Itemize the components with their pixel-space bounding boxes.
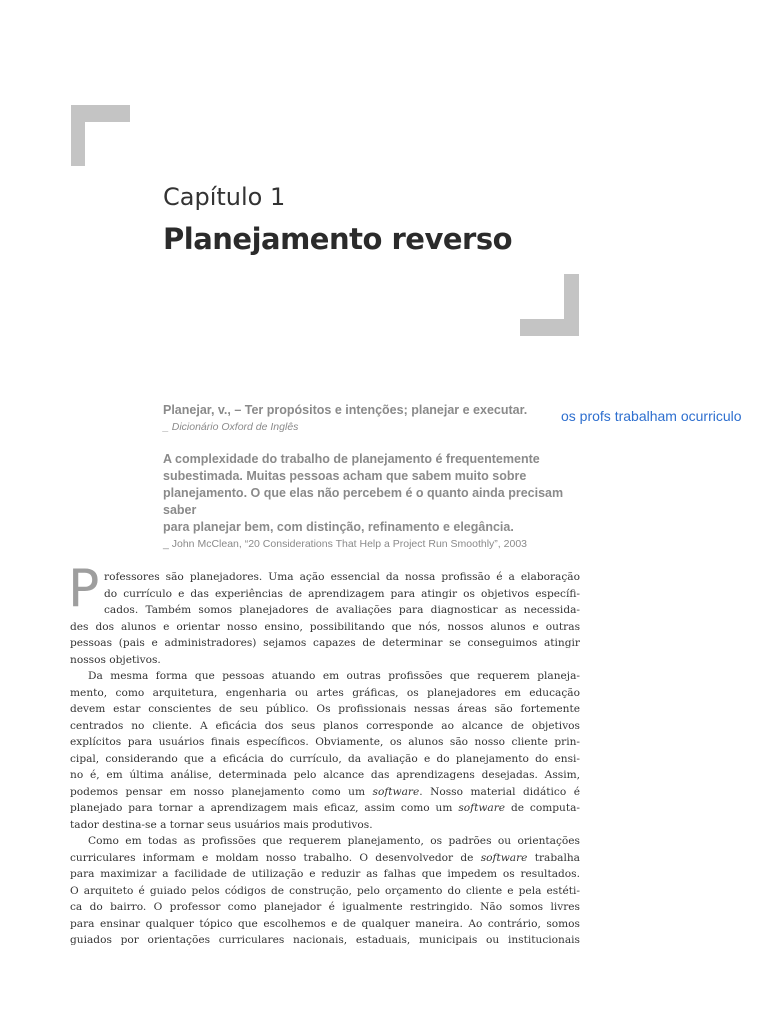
body-line: centrados no cliente. A eficácia dos seus planos corresponde ao alcance de objetivos [70, 719, 580, 732]
body-line: rofessores são planejadores. Uma ação essencial da nossa profissão é a elaboração [104, 571, 580, 583]
corner-bracket-top-left-bar [71, 105, 130, 122]
body-line: no é, em última análise, determinada pelo alcance das aprendizagens desejadas. Assim, [70, 769, 580, 781]
body-line: O arquiteto é guiado pelos códigos de construção, pelo orçamento do cliente e pela estéti- [70, 884, 580, 897]
body-line: explícitos para usuários finais específicos. Obviamente, os alunos são nosso cliente prin- [70, 736, 580, 748]
epigraph-quote-text [163, 451, 583, 536]
epigraph-definition [163, 402, 583, 434]
body-line: para ensinar qualquer tópico que escolhemos e de qualquer maneira. Ao contrário, somos [70, 917, 580, 930]
body-line: planejado para tornar a aprendizagem mais eficaz, assim como um software de computa- [70, 802, 580, 814]
body-line: cipal, considerando que a eficácia do currículo, da avaliação e do planejamento do ensi- [70, 752, 580, 765]
epigraph-line: subestimada. Muitas pessoas acham que sabem muito sobre [163, 469, 527, 483]
epigraph-source: _ Dicionário Oxford de Inglês [163, 421, 299, 433]
emphasis-word: software [372, 785, 420, 798]
epigraph-text: Planejar, v., – Ter propósitos e intenções; planejar e executar. [163, 403, 528, 417]
emphasis-word: software [458, 802, 506, 814]
body-line: do currículo e das experiências de aprendizagem para atingir os objetivos específi- [104, 587, 580, 600]
drop-cap: P [68, 559, 100, 619]
emphasis-word: software [480, 851, 528, 864]
body-line: Da mesma forma que pessoas atuando em outras profissões que requerem planeja- [88, 670, 580, 682]
body-text [70, 569, 580, 949]
body-line: pessoas (pais e administradores) sejamos capazes de determinar se conseguimos atingir [70, 637, 580, 649]
epigraph-source: _ John McClean, “20 Considerations That Help a Project Run Smoothly”, 2003 [163, 538, 527, 550]
chapter-title: Planejamento reverso [163, 222, 513, 256]
body-line: Como em todas as profissões que requerem planejamento, os padrões ou orientações [88, 835, 580, 847]
epigraph-line: A complexidade do trabalho de planejamento é frequentemente [163, 452, 540, 466]
epigraph-quote [163, 451, 583, 551]
body-line: des dos alunos e orientar nosso ensino, possibilitando que nós, nossos alunos e outras [70, 620, 580, 633]
body-line: nossos objetivos. [70, 653, 161, 666]
body-line: tador destina-se a tornar seus usuários mais produtivos. [70, 818, 373, 831]
body-line: cados. Também somos planejadores de avaliações para diagnosticar as necessida- [104, 604, 580, 616]
body-line: mento, como arquitetura, engenharia ou artes gráficas, os planejadores em educação [70, 686, 580, 699]
body-line: podemos pensar em nosso planejamento como um software. Nosso material didático é [70, 785, 580, 798]
body-line: ca do bairro. O professor como planejador é igualmente restringido. Não somos livres [70, 901, 580, 913]
chapter-label: Capítulo 1 [163, 183, 286, 211]
epigraph-line: para planejar bem, com distinção, refinamento e elegância. [163, 520, 514, 534]
body-line: devem estar conscientes de seu público. Os profissionais nessas áreas são fortemente [70, 703, 580, 715]
body-line: curriculares informam e moldam nosso trabalho. O desenvolvedor de software trabalha [70, 851, 580, 864]
epigraph-line: planejamento. O que elas não percebem é o quanto ainda precisam saber [163, 486, 564, 517]
corner-bracket-bottom-right-bar [520, 319, 579, 336]
body-line: para maximizar a facilidade de utilização e reduzir as falhas que impedem os resultados. [70, 868, 580, 880]
body-line: guiados por orientações curriculares nacionais, estaduais, municipais ou institucionais [70, 934, 580, 946]
handwritten-annotation: os profs trabalham ocurriculo [561, 408, 742, 424]
